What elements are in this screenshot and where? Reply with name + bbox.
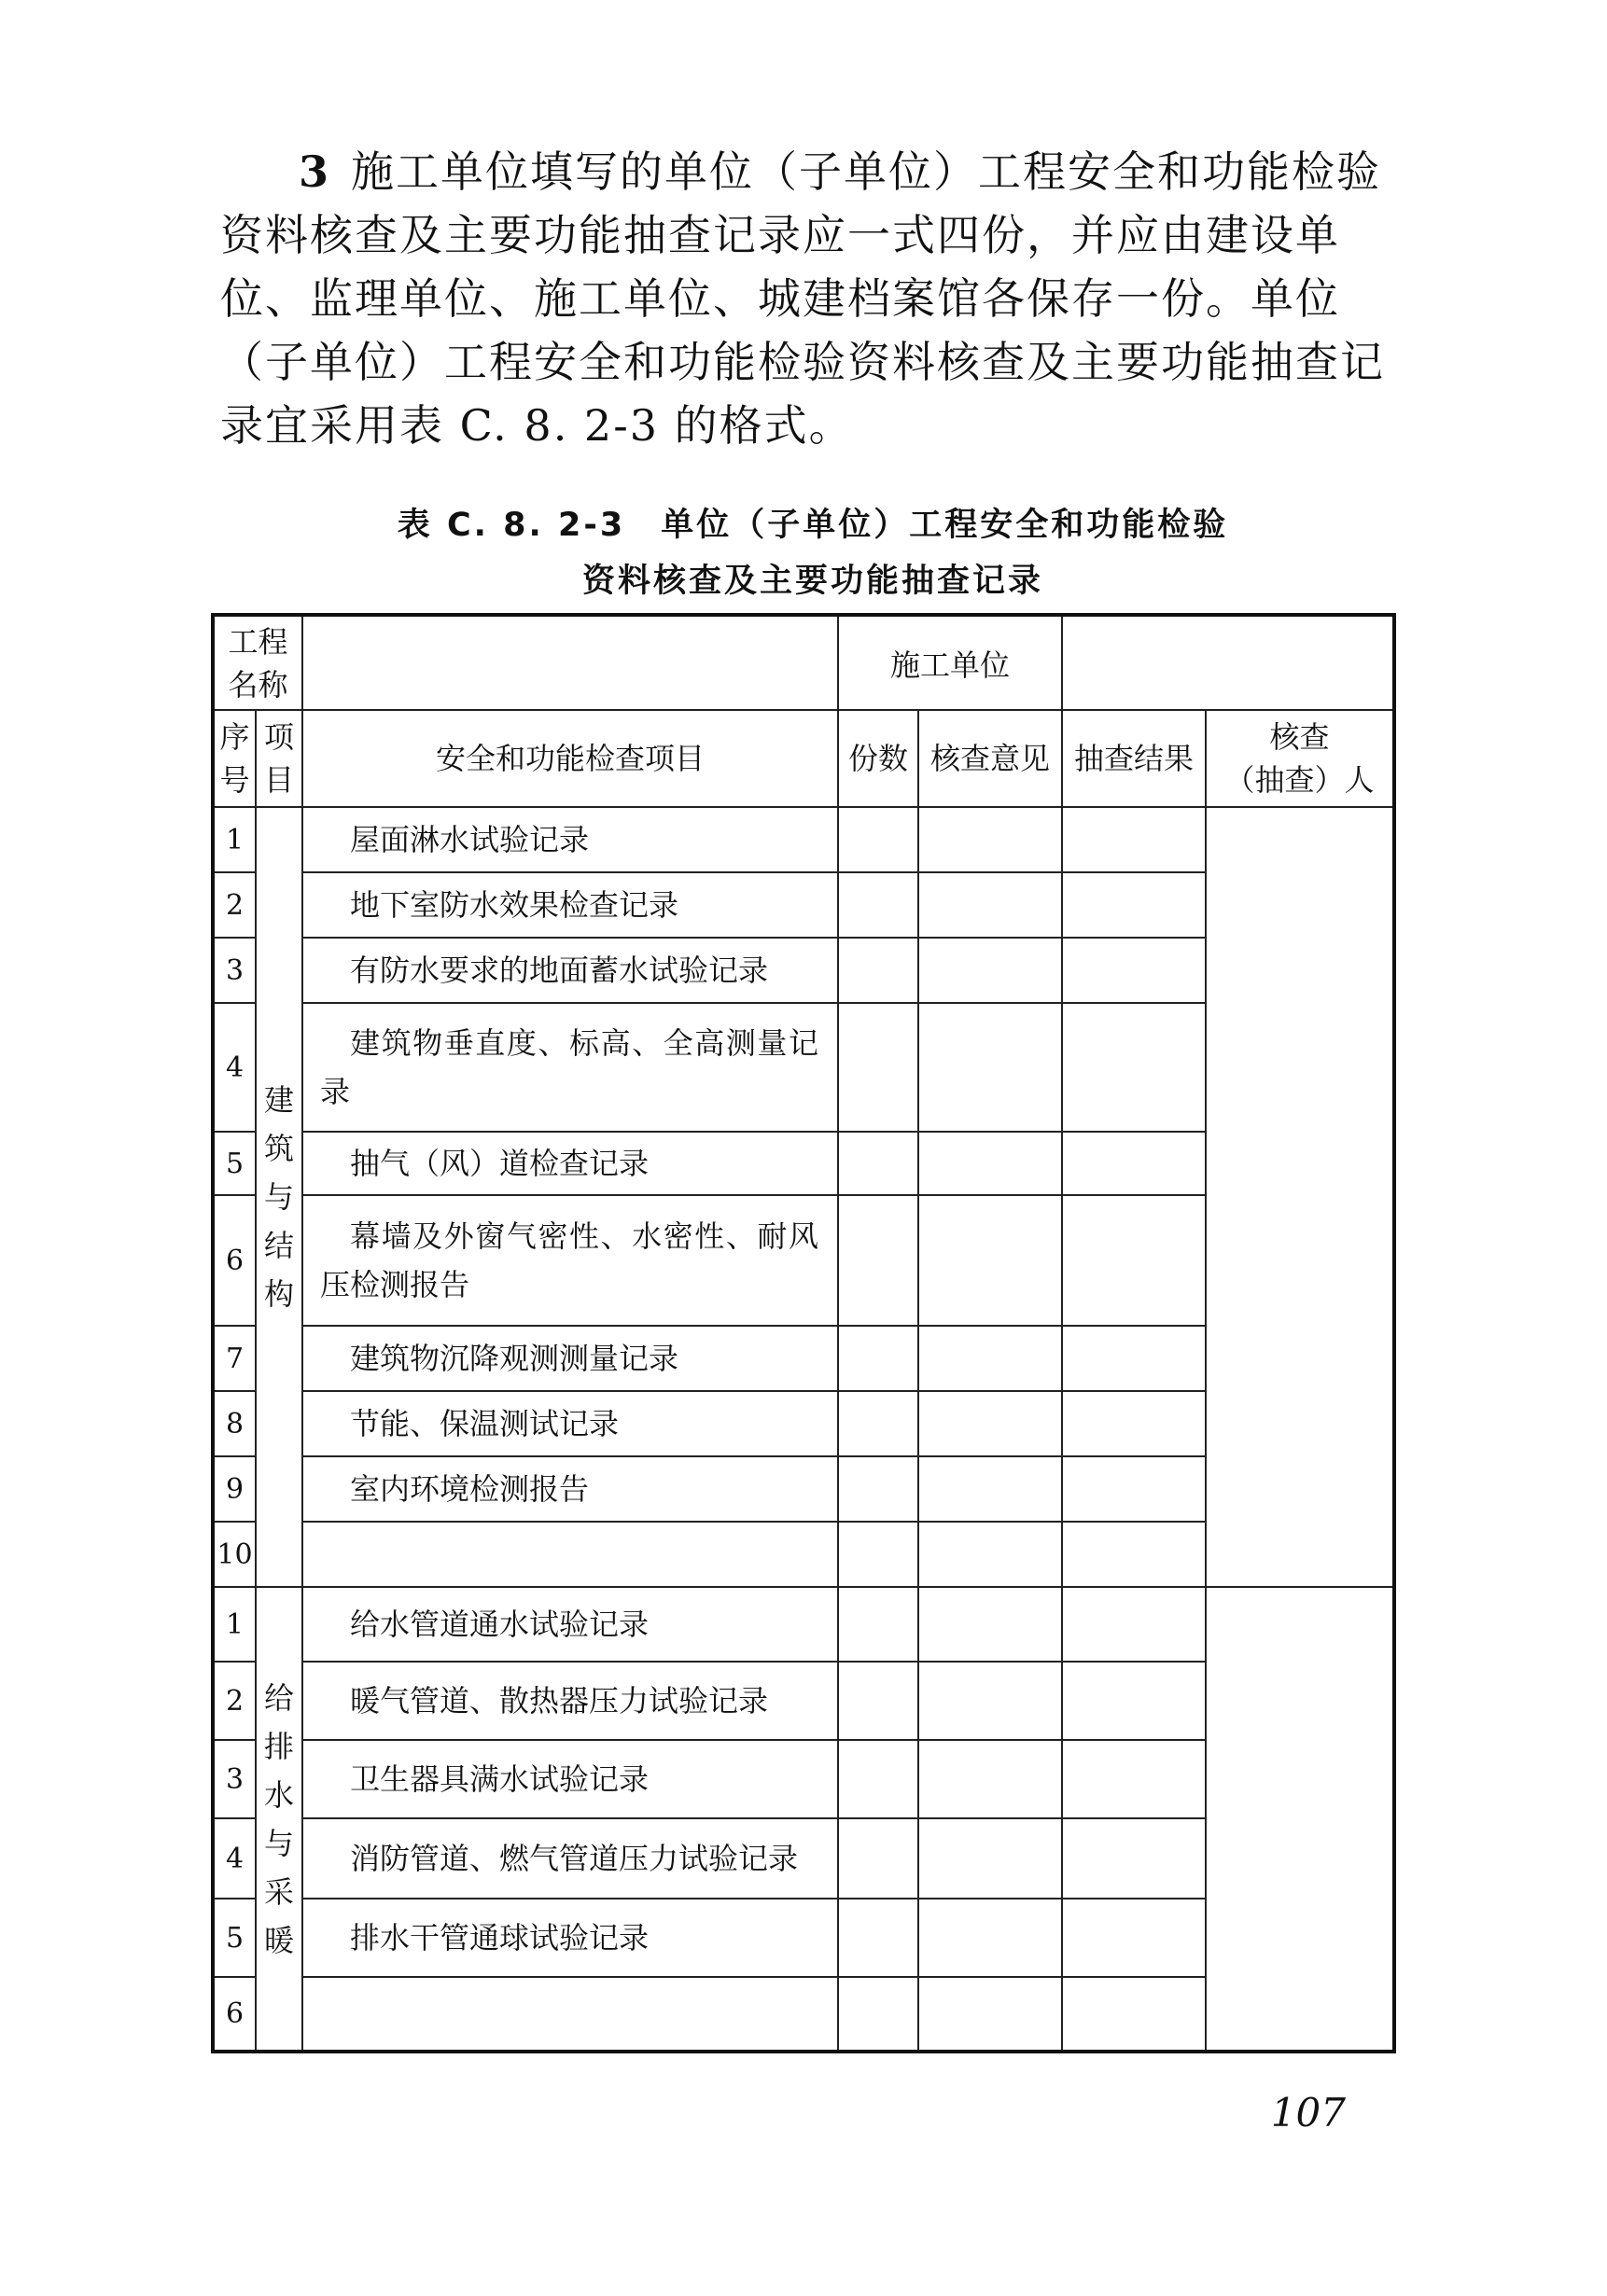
opinion-cell[interactable] <box>918 938 1062 1003</box>
row-item: 地下室防水效果检查记录 <box>302 872 838 938</box>
result-cell[interactable] <box>1062 1977 1206 2052</box>
table-row <box>213 1587 1394 1662</box>
copies-cell[interactable] <box>838 1740 918 1818</box>
copies-cell[interactable] <box>838 1522 918 1587</box>
row-number: 4 <box>213 1818 256 1899</box>
copies-cell[interactable] <box>838 1132 918 1195</box>
header-opinion: 核查意见 <box>918 710 1062 807</box>
result-cell[interactable] <box>1062 1003 1206 1132</box>
copies-cell[interactable] <box>838 1977 918 2052</box>
row-item: 建筑物沉降观测测量记录 <box>302 1326 838 1391</box>
copies-cell[interactable] <box>838 807 918 872</box>
header-category: 项目 <box>256 710 302 807</box>
result-cell[interactable] <box>1062 1818 1206 1899</box>
result-cell[interactable] <box>1062 1326 1206 1391</box>
result-cell[interactable] <box>1062 807 1206 872</box>
row-number: 5 <box>213 1899 256 1977</box>
row-item: 给水管道通水试验记录 <box>302 1587 838 1662</box>
copies-cell[interactable] <box>838 1587 918 1662</box>
result-cell[interactable] <box>1062 872 1206 938</box>
row-item: 建筑物垂直度、标高、全高测量记录 <box>302 1003 838 1132</box>
opinion-cell[interactable] <box>918 1326 1062 1391</box>
row-item: 抽气（风）道检查记录 <box>302 1132 838 1195</box>
result-cell[interactable] <box>1062 1132 1206 1195</box>
row-item: 有防水要求的地面蓄水试验记录 <box>302 938 838 1003</box>
copies-cell[interactable] <box>838 1456 918 1522</box>
header-checker-line2: （抽查）人 <box>1224 762 1375 798</box>
contractor-label: 施工单位 <box>838 615 1062 710</box>
copies-cell[interactable] <box>838 1326 918 1391</box>
row-item[interactable] <box>302 1977 838 2052</box>
opinion-cell[interactable] <box>918 1003 1062 1132</box>
opinion-cell[interactable] <box>918 1522 1062 1587</box>
opinion-cell[interactable] <box>918 807 1062 872</box>
row-number: 2 <box>213 1662 256 1740</box>
opinion-cell[interactable] <box>918 1899 1062 1977</box>
row-number: 1 <box>213 807 256 872</box>
group-label-architecture: 建筑与结构 <box>256 807 302 1587</box>
row-number: 2 <box>213 872 256 938</box>
row-item: 室内环境检测报告 <box>302 1456 838 1522</box>
opinion-cell[interactable] <box>918 1740 1062 1818</box>
paragraph-text: 施工单位填写的单位（子单位）工程安全和功能检验资料核查及主要功能抽查记录应一式四份，并应由建设单位、监理单位、施工单位、城建档案馆各保存一份。单位（子单位）工程安全和功能检验资料核查及主要功能抽查记录宜采用表 C. 8. 2-3 的格式。 <box>220 146 1385 451</box>
header-item: 安全和功能检查项目 <box>302 710 838 807</box>
project-name-label: 工程名称 <box>213 615 302 710</box>
copies-cell[interactable] <box>838 1003 918 1132</box>
table-caption-line1: 表 C. 8. 2-3 单位（子单位）工程安全和功能检验 <box>397 507 1229 544</box>
copies-cell[interactable] <box>838 1391 918 1456</box>
row-number: 3 <box>213 1740 256 1818</box>
project-row <box>213 615 1394 710</box>
copies-cell[interactable] <box>838 1195 918 1326</box>
opinion-cell[interactable] <box>918 1818 1062 1899</box>
row-item: 卫生器具满水试验记录 <box>302 1740 838 1818</box>
result-cell[interactable] <box>1062 1522 1206 1587</box>
row-item: 暖气管道、散热器压力试验记录 <box>302 1662 838 1740</box>
copies-cell[interactable] <box>838 1662 918 1740</box>
opinion-cell[interactable] <box>918 1977 1062 2052</box>
row-number: 7 <box>213 1326 256 1391</box>
opinion-cell[interactable] <box>918 1391 1062 1456</box>
body-paragraph <box>220 140 1405 457</box>
opinion-cell[interactable] <box>918 872 1062 938</box>
copies-cell[interactable] <box>838 872 918 938</box>
header-checker-line1: 核查 <box>1269 719 1330 755</box>
result-cell[interactable] <box>1062 1195 1206 1326</box>
header-seq: 序号 <box>213 710 256 807</box>
copies-cell[interactable] <box>838 938 918 1003</box>
header-row <box>213 710 1394 807</box>
row-item: 排水干管通球试验记录 <box>302 1899 838 1977</box>
opinion-cell[interactable] <box>918 1456 1062 1522</box>
result-cell[interactable] <box>1062 1662 1206 1740</box>
header-checker <box>1206 710 1394 807</box>
checker-cell[interactable] <box>1206 807 1394 1587</box>
header-result: 抽查结果 <box>1062 710 1206 807</box>
result-cell[interactable] <box>1062 1587 1206 1662</box>
opinion-cell[interactable] <box>918 1132 1062 1195</box>
row-number: 10 <box>213 1522 256 1587</box>
result-cell[interactable] <box>1062 938 1206 1003</box>
result-cell[interactable] <box>1062 1740 1206 1818</box>
project-name-value[interactable] <box>302 615 838 710</box>
header-copies: 份数 <box>838 710 918 807</box>
opinion-cell[interactable] <box>918 1662 1062 1740</box>
result-cell[interactable] <box>1062 1899 1206 1977</box>
opinion-cell[interactable] <box>918 1587 1062 1662</box>
opinion-cell[interactable] <box>918 1195 1062 1326</box>
row-number: 4 <box>213 1003 256 1132</box>
table-row <box>213 807 1394 872</box>
contractor-value[interactable] <box>1062 615 1394 710</box>
row-item: 幕墙及外窗气密性、水密性、耐风压检测报告 <box>302 1195 838 1326</box>
page-number: 107 <box>1270 2090 1346 2136</box>
table-caption-line2: 资料核查及主要功能抽查记录 <box>581 563 1043 600</box>
row-number: 3 <box>213 938 256 1003</box>
row-number: 9 <box>213 1456 256 1522</box>
copies-cell[interactable] <box>838 1899 918 1977</box>
inspection-record-table <box>211 613 1396 2053</box>
row-number: 6 <box>213 1977 256 2052</box>
row-number: 8 <box>213 1391 256 1456</box>
row-item[interactable] <box>302 1522 838 1587</box>
row-number: 6 <box>213 1195 256 1326</box>
group-label-plumbing-heating: 给排水与采暖 <box>256 1587 302 2052</box>
row-item: 屋面淋水试验记录 <box>302 807 838 872</box>
copies-cell[interactable] <box>838 1818 918 1899</box>
result-cell[interactable] <box>1062 1391 1206 1456</box>
result-cell[interactable] <box>1062 1456 1206 1522</box>
row-number: 5 <box>213 1132 256 1195</box>
paragraph-number: 3 <box>299 146 331 197</box>
checker-cell[interactable] <box>1206 1587 1394 2052</box>
row-item: 节能、保温测试记录 <box>302 1391 838 1456</box>
row-number: 1 <box>213 1587 256 1662</box>
row-item: 消防管道、燃气管道压力试验记录 <box>302 1818 838 1899</box>
